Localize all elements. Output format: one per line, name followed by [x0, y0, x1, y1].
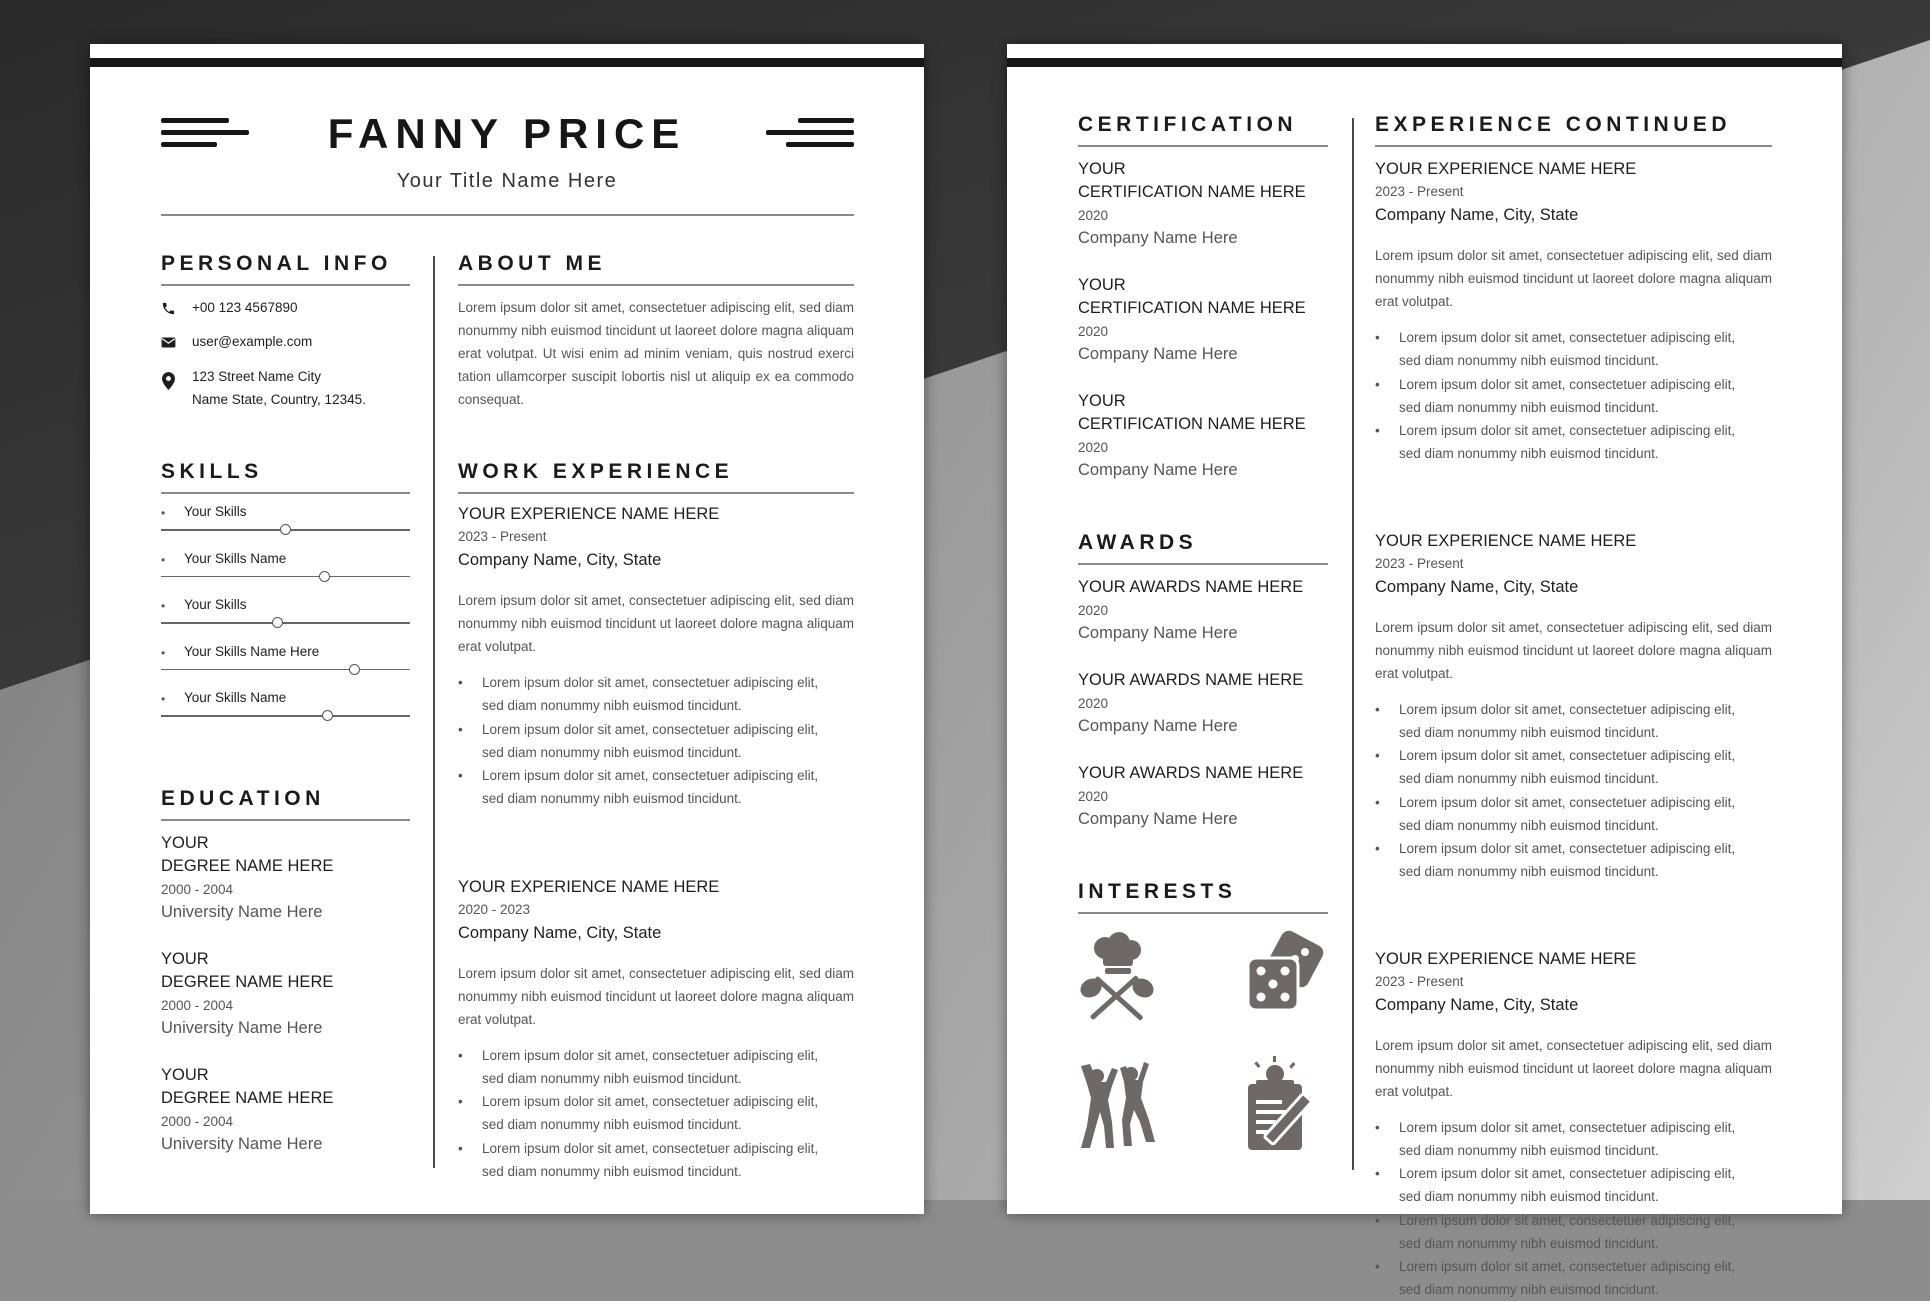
job-title: YOUR EXPERIENCE NAME HERE — [458, 877, 720, 896]
job-summary: Lorem ipsum dolor sit amet, consectetuer adipiscing elit, sed diam nonummy nibh euismod tincidunt ut laoreet dolore magna aliquam erat volutpat. — [458, 593, 854, 654]
award-year: 2020 — [1078, 603, 1109, 618]
degree-dates: 2000 - 2004 — [161, 1114, 234, 1129]
job-bullet: • Lorem ipsum dolor sit amet, consectetuer adipiscing elit, sed diam nonummy nibh euismod tincidunt. — [1375, 1116, 1748, 1162]
address-line-2: Name State, Country, 12345. — [192, 392, 366, 407]
job-summary: Lorem ipsum dolor sit amet, consectetuer adipiscing elit, sed diam nonummy nibh euismod tincidunt ut laoreet dolore magna aliquam erat volutpat. — [1375, 619, 1772, 681]
degree-line-2: DEGREE NAME HERE — [161, 1089, 334, 1107]
cert-line-2: CERTIFICATION NAME HERE — [1078, 415, 1306, 433]
award-name: YOUR AWARDS NAME HERE — [1078, 671, 1304, 689]
phone-text: +00 123 4567890 — [192, 300, 298, 315]
job-bullet: • Lorem ipsum dolor sit amet, consectetuer adipiscing elit, sed diam nonummy nibh euismod tincidunt. — [1375, 373, 1748, 419]
job-bullet: • Lorem ipsum dolor sit amet, consectetuer adipiscing elit, sed diam nonummy nibh euismod tincidunt. — [1375, 1255, 1748, 1301]
university-name: University Name Here — [161, 903, 323, 921]
award-name: YOUR AWARDS NAME HERE — [1078, 578, 1304, 596]
dancing-people-icon — [1075, 1062, 1159, 1154]
job-dates: 2023 - Present — [1375, 184, 1464, 199]
job-dates: 2020 - 2023 — [458, 901, 531, 917]
skill-label: Your Skills Name — [184, 550, 287, 566]
section-rule — [458, 492, 854, 494]
award-company: Company Name Here — [1078, 810, 1238, 828]
experience-continued-heading: EXPERIENCE CONTINUED — [1375, 113, 1732, 136]
section-rule — [1078, 912, 1328, 914]
award-company: Company Name Here — [1078, 717, 1238, 735]
job-bullet: • Lorem ipsum dolor sit amet, consectetuer adipiscing elit, sed diam nonummy nibh euismod tincidunt. — [1375, 1162, 1748, 1208]
job-bullet: • Lorem ipsum dolor sit amet, consectetuer adipiscing elit, sed diam nonummy nibh euismod tincidunt. — [458, 671, 830, 717]
job-bullet: • Lorem ipsum dolor sit amet, consectetuer adipiscing elit, sed diam nonummy nibh euismod tincidunt. — [1375, 326, 1748, 372]
writing-idea-icon — [1242, 1056, 1326, 1156]
cert-year: 2020 — [1078, 208, 1109, 223]
dice-icon — [1242, 930, 1326, 1020]
awards-heading: AWARDS — [1078, 531, 1198, 554]
job-dates: 2023 - Present — [458, 529, 547, 544]
degree-line-2: DEGREE NAME HERE — [161, 857, 334, 875]
work-experience-heading: WORK EXPERIENCE — [458, 460, 734, 483]
skill-label: Your Skills — [184, 597, 247, 612]
job-company: Company Name, City, State — [1375, 577, 1579, 596]
job-dates: 2023 - Present — [1375, 555, 1464, 571]
degree-dates: 2000 - 2004 — [161, 882, 234, 897]
skill-level-track — [161, 576, 410, 578]
degree-dates: 2000 - 2004 — [161, 998, 234, 1013]
university-name: University Name Here — [161, 1019, 323, 1037]
cert-line-1: YOUR — [1078, 276, 1126, 294]
university-name: University Name Here — [161, 1135, 323, 1153]
job-title: YOUR EXPERIENCE NAME HERE — [1375, 531, 1637, 550]
job-company: Company Name, City, State — [458, 923, 662, 942]
skill-bullet: • — [161, 552, 166, 567]
degree-line-1: YOUR — [161, 950, 209, 968]
email-icon — [161, 336, 176, 349]
skill-label: Your Skills Name Here — [184, 643, 320, 659]
column-divider — [433, 256, 435, 1168]
job-bullet: • Lorem ipsum dolor sit amet, consectetuer adipiscing elit, sed diam nonummy nibh euismod tincidunt. — [1375, 1209, 1748, 1255]
job-bullet: • Lorem ipsum dolor sit amet, consectetuer adipiscing elit, sed diam nonummy nibh euismod tincidunt. — [458, 718, 830, 764]
top-bar — [1007, 58, 1842, 67]
phone-icon — [161, 301, 176, 316]
section-rule — [458, 284, 854, 286]
cert-company: Company Name Here — [1078, 229, 1238, 247]
address-line-1: 123 Street Name City — [192, 369, 322, 384]
skills-heading: SKILLS — [161, 460, 263, 483]
cert-year: 2020 — [1078, 324, 1109, 339]
award-year: 2020 — [1078, 696, 1109, 711]
cert-company: Company Name Here — [1078, 345, 1238, 363]
skill-level-marker — [319, 571, 330, 582]
job-bullet: • Lorem ipsum dolor sit amet, consectetuer adipiscing elit, sed diam nonummy nibh euismod tincidunt. — [1375, 837, 1748, 883]
section-rule — [1078, 563, 1328, 565]
skill-bullet: • — [161, 506, 166, 520]
skill-level-marker — [280, 524, 291, 535]
job-bullet: • Lorem ipsum dolor sit amet, consectetuer adipiscing elit, sed diam nonummy nibh euismod tincidunt. — [1375, 744, 1748, 790]
skill-level-track — [161, 715, 410, 717]
degree-line-1: YOUR — [161, 834, 209, 852]
certification-heading: CERTIFICATION — [1078, 113, 1298, 136]
about-text: Lorem ipsum dolor sit amet, consectetuer adipiscing elit, sed diam nonummy nibh euismod tincidunt ut laoreet dolore magna aliquam erat volutpat. Ut wisi enim ad minim veniam, quis nostrud exerci tation ullamcorper suscipit lobortis nisl ut aliquip ex ea commodo consequat. — [458, 300, 854, 407]
job-company: Company Name, City, State — [1375, 206, 1579, 224]
personal-info-heading: PERSONAL INFO — [161, 252, 392, 275]
section-rule — [1375, 145, 1772, 147]
award-company: Company Name Here — [1078, 624, 1238, 642]
section-rule — [161, 819, 410, 821]
cert-company: Company Name Here — [1078, 461, 1238, 479]
job-company: Company Name, City, State — [1375, 995, 1579, 1014]
job-bullet: • Lorem ipsum dolor sit amet, consectetuer adipiscing elit, sed diam nonummy nibh euismod tincidunt. — [1375, 791, 1748, 837]
skill-bullet: • — [161, 599, 166, 613]
job-title: YOUR EXPERIENCE NAME HERE — [458, 505, 720, 523]
resume-page-2 — [1007, 44, 1842, 1297]
job-bullet: • Lorem ipsum dolor sit amet, consectetuer adipiscing elit, sed diam nonummy nibh euismod tincidunt. — [458, 1090, 830, 1136]
job-bullet: • Lorem ipsum dolor sit amet, consectetuer adipiscing elit, sed diam nonummy nibh euismod tincidunt. — [458, 1044, 830, 1090]
location-pin-icon — [162, 372, 175, 390]
education-heading: EDUCATION — [161, 787, 325, 810]
skill-label: Your Skills Name — [184, 690, 287, 705]
section-rule — [1078, 145, 1328, 147]
award-name: YOUR AWARDS NAME HERE — [1078, 764, 1304, 782]
job-dates: 2023 - Present — [1375, 973, 1464, 989]
resume-name: FANNY PRICE — [327, 110, 687, 157]
job-bullet: • Lorem ipsum dolor sit amet, consectetuer adipiscing elit, sed diam nonummy nibh euismod tincidunt. — [1375, 698, 1748, 744]
cert-line-2: CERTIFICATION NAME HERE — [1078, 299, 1306, 317]
job-title: YOUR EXPERIENCE NAME HERE — [1375, 949, 1637, 968]
chef-hat-icon — [1075, 932, 1159, 1022]
skill-bullet: • — [161, 645, 166, 660]
skill-level-marker — [349, 664, 360, 675]
column-divider — [1352, 118, 1354, 1170]
cert-year: 2020 — [1078, 440, 1109, 455]
about-heading: ABOUT ME — [458, 252, 606, 275]
top-bar — [90, 58, 924, 67]
interests-heading: INTERESTS — [1078, 880, 1237, 903]
award-year: 2020 — [1078, 789, 1109, 804]
degree-line-2: DEGREE NAME HERE — [161, 973, 334, 991]
job-company: Company Name, City, State — [458, 551, 662, 569]
cert-line-1: YOUR — [1078, 392, 1126, 410]
job-bullet: • Lorem ipsum dolor sit amet, consectetuer adipiscing elit, sed diam nonummy nibh euismod tincidunt. — [458, 764, 830, 810]
resume-page-1 — [90, 44, 924, 1214]
resume-title: Your Title Name Here — [396, 170, 618, 192]
skill-level-track — [161, 669, 410, 671]
cert-line-1: YOUR — [1078, 160, 1126, 178]
skill-bullet: • — [161, 692, 166, 706]
email-text: user@example.com — [192, 334, 313, 349]
section-rule — [161, 492, 410, 494]
degree-line-1: YOUR — [161, 1066, 209, 1084]
skill-label: Your Skills — [184, 504, 247, 519]
skill-level-track — [161, 622, 410, 624]
job-bullet: • Lorem ipsum dolor sit amet, consectetuer adipiscing elit, sed diam nonummy nibh euismod tincidunt. — [1375, 419, 1748, 465]
header-rule — [161, 214, 854, 216]
skill-level-marker — [272, 617, 283, 628]
section-rule — [161, 284, 410, 286]
job-bullet: • Lorem ipsum dolor sit amet, consectetuer adipiscing elit, sed diam nonummy nibh euismod tincidunt. — [458, 1137, 830, 1183]
job-summary: Lorem ipsum dolor sit amet, consectetuer adipiscing elit, sed diam nonummy nibh euismod tincidunt ut laoreet dolore magna aliquam erat volutpat. — [458, 965, 854, 1027]
job-summary: Lorem ipsum dolor sit amet, consectetuer adipiscing elit, sed diam nonummy nibh euismod tincidunt ut laoreet dolore magna aliquam erat volutpat. — [1375, 248, 1772, 309]
skill-level-marker — [322, 710, 333, 721]
job-title: YOUR EXPERIENCE NAME HERE — [1375, 160, 1637, 178]
cert-line-2: CERTIFICATION NAME HERE — [1078, 183, 1306, 201]
job-summary: Lorem ipsum dolor sit amet, consectetuer adipiscing elit, sed diam nonummy nibh euismod tincidunt ut laoreet dolore magna aliquam erat volutpat. — [1375, 1037, 1772, 1099]
